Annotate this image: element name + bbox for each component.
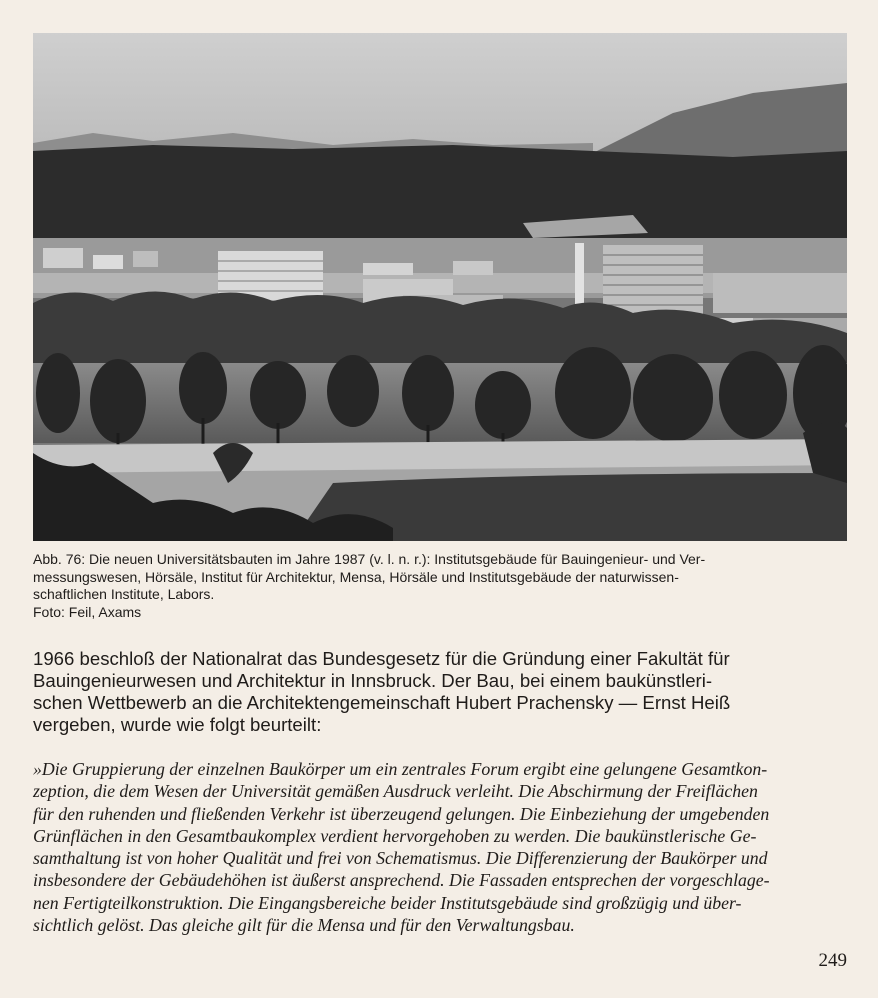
- quote-line: nen Fertigteilkonstruktion. Die Eingangsbereiche beider Institutsgebäude sind großzügig und über-: [33, 892, 742, 913]
- quote-line: für den ruhenden und fließenden Verkehr ist überzeugend gelungen. Die Einbeziehung der umgebenden: [33, 803, 770, 824]
- body-line: schen Wettbewerb an die Architektengemeinschaft Hubert Prachensky — Ernst Heiß: [33, 692, 731, 713]
- caption-line: Abb. 76: Die neuen Universitätsbauten im Jahre 1987 (v. l. n. r.): Institutsgebäude für Bauingenieur- und Ver-: [33, 551, 706, 567]
- page-number: 249: [818, 950, 847, 971]
- body-line: Bauingenieurwesen und Architektur in Innsbruck. Der Bau, bei einem baukünstleri-: [33, 670, 713, 691]
- quote-line: insbesondere der Gebäudehöhen ist äußerst ansprechend. Die Fassaden entsprechen der vorgeschlage-: [33, 870, 770, 891]
- caption-line: schaftlichen Institute, Labors.: [33, 586, 215, 602]
- quote-paragraph: [33, 758, 851, 936]
- quote-line: samthaltung ist von hoher Qualität und frei von Schematismus. Die Differenzierung der Baukörper und: [33, 848, 768, 869]
- campus-photo-graphic: [33, 33, 847, 541]
- quote-line: sichtlich gelöst. Das gleiche gilt für die Mensa und für den Verwaltungsbau.: [33, 915, 575, 936]
- photo-credit: Foto: Feil, Axams: [33, 603, 142, 620]
- quote-line: »Die Gruppierung der einzelnen Baukörper um ein zentrales Forum ergibt eine gelungene Gesamtkon-: [33, 759, 768, 779]
- quote-line: zeption, die dem Wesen der Universität gemäßen Ausdruck verleiht. Die Abschirmung der Freiflächen: [33, 781, 758, 802]
- figure-caption: [33, 551, 851, 621]
- caption-line: messungswesen, Hörsäle, Institut für Architektur, Mensa, Hörsäle und Institutsgebäude der naturwissen-: [33, 568, 679, 585]
- quote-line: Grünflächen in den Gesamtbaukomplex verdient hervorgehoben zu werden. Die baukünstlerische Ge-: [33, 825, 757, 846]
- body-line: vergeben, wurde wie folgt beurteilt:: [33, 714, 322, 735]
- body-line: 1966 beschloß der Nationalrat das Bundesgesetz für die Gründung einer Fakultät für: [33, 648, 730, 669]
- campus-photo: [33, 33, 847, 541]
- body-paragraph: [33, 648, 851, 736]
